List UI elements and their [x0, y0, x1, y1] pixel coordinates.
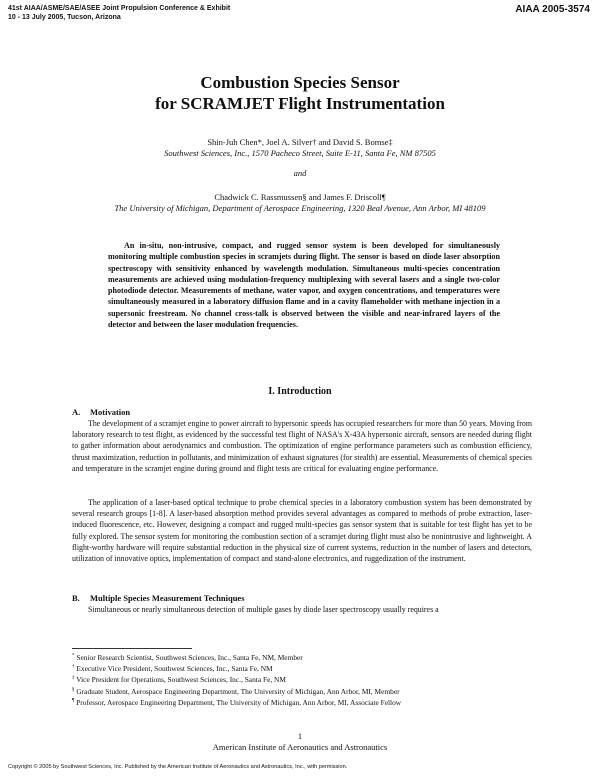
footnote [72, 674, 542, 685]
footnote-mark: ‡ [72, 675, 75, 681]
section-heading-introduction: I. Introduction [268, 386, 332, 397]
paragraph-motivation-1: The development of a scramjet engine to power aircraft to hypersonic speeds has occupied researchers for more than 50 years. Moving from laboratory research to test flight, as evidenced by the successful test flight of NASA's X-43A hypersonic aircraft, sensors are needed during flight to gather information about aerodynamics and combustion. The optimization of engine performance parameters such as combustion efficiency, thrust maximization, reduction in pollutants, and minimization of exhaust signatures (for stealth) are essential. Measurements of chemical species and temperature in the scramjet engine during ground and flight tests are critical for evaluating engine performance. [72, 419, 532, 473]
authors-group1: Shin-Juh Chen*, Joel A. Silver† and David S. Bomse‡ [207, 137, 393, 147]
paper-title-line2: for SCRAMJET Flight Instrumentation [155, 94, 445, 113]
footnote [72, 697, 542, 708]
conference-dates: 10 - 13 July 2005, Tucson, Arizona [8, 14, 121, 21]
footnote-mark: § [72, 687, 75, 693]
footnote [72, 686, 542, 697]
affiliation-group1: Southwest Sciences, Inc., 1570 Pacheco Street, Suite E-11, Santa Fe, NM 87505 [164, 148, 436, 158]
subsection-heading-motivation [72, 407, 130, 417]
affiliation-group2: The University of Michigan, Department of Aerospace Engineering, 1320 Beal Avenue, Ann Arbor, MI 48109 [114, 203, 486, 213]
footnote [72, 652, 542, 663]
paragraph-motivation-2: The application of a laser-based optical technique to probe chemical species in a laboratory combustion system has been demonstrated by several research groups [1-8]. A laser-based absorption method provides several advantages as compared to methods of probe extraction, laser-induced fluorescence, etc. However, designing a compact and rugged multi-species gas sensor system that is suitable for test flight has yet to be fully explored. The sensor system for monitoring the combustion section of a scramjet during flight must also be nonintrusive and lightweight. A flight-worthy hardware will require substantial reduction in the physical size of current systems, reduction in the number of lasers and detectors, utilization of innovative optics, implementation of compact and stand-alone electronics, and ruggedization of the instrument. [72, 498, 532, 564]
footnotes [72, 652, 542, 708]
conference-name: 41st AIAA/ASME/SAE/ASEE Joint Propulsion Conference & Exhibit [8, 5, 231, 12]
subsection-label: B. [72, 593, 80, 603]
copyright-notice: Copyright © 2005 by Southwest Sciences, Inc. Published by the American Institute of Aeronautics and Astronautics, Inc., with permission. [8, 764, 348, 770]
abstract: An in-situ, non-intrusive, compact, and rugged sensor system is been developed for simultaneously monitoring multiple combustion species in scramjets during flight. The sensor is based on diode laser absorption spectroscopy with sensitivity enhanced by wavelength modulation. Simultaneous multi-species concentration measurements are achieved using modulation-frequency multiplexing with several lasers and a single two-color photodiode detector. Measurements of methane, water vapor, and oxygen concentrations, and temperatures were simultaneously measured in a laboratory diffusion flame and in a cavity flameholder with methane injection in a supersonic freestream. No channel cross-talk is observed between the visible and near-infrared layers of the detector and between the laser modulation frequencies. [108, 241, 500, 330]
authors-group2: Chadwick C. Rassmussen§ and James F. Driscoll¶ [214, 192, 386, 202]
subsection-label: A. [72, 407, 81, 417]
footnote [72, 663, 542, 674]
subsection-heading-techniques [72, 593, 245, 603]
footnote-text: Vice President for Operations, Southwest Sciences, Inc., Santa Fe, NM [76, 675, 286, 685]
subsection-title: Motivation [90, 407, 131, 417]
footnote-mark: † [72, 664, 75, 670]
page-number: 1 [297, 731, 303, 741]
author-conjunction: and [293, 168, 307, 178]
footnote-mark: * [72, 653, 75, 659]
paper-title-line1: Combustion Species Sensor [200, 73, 400, 92]
footnote-mark: ¶ [72, 698, 75, 704]
running-footer: American Institute of Aeronautics and Astronautics [212, 742, 388, 752]
paragraph-techniques-1: Simultaneous or nearly simultaneous detection of multiple gases by diode laser spectroscopy usually requires a [88, 605, 439, 614]
footnote-divider [72, 648, 192, 649]
footnote-text: Professor, Aerospace Engineering Department, The University of Michigan, Ann Arbor, MI, Associate Fellow [76, 697, 402, 707]
footnote-text: Executive Vice President, Southwest Sciences, Inc., Santa Fe, NM [76, 664, 273, 674]
subsection-title: Multiple Species Measurement Techniques [90, 593, 245, 603]
footnote-text: Senior Research Scientist, Southwest Sciences, Inc., Santa Fe, NM, Member [76, 653, 303, 662]
footnote-text: Graduate Student, Aerospace Engineering Department, The University of Michigan, Ann Arbor, MI, Member [76, 686, 400, 696]
conference-info [8, 4, 230, 22]
report-number: AIAA 2005-3574 [515, 4, 590, 15]
